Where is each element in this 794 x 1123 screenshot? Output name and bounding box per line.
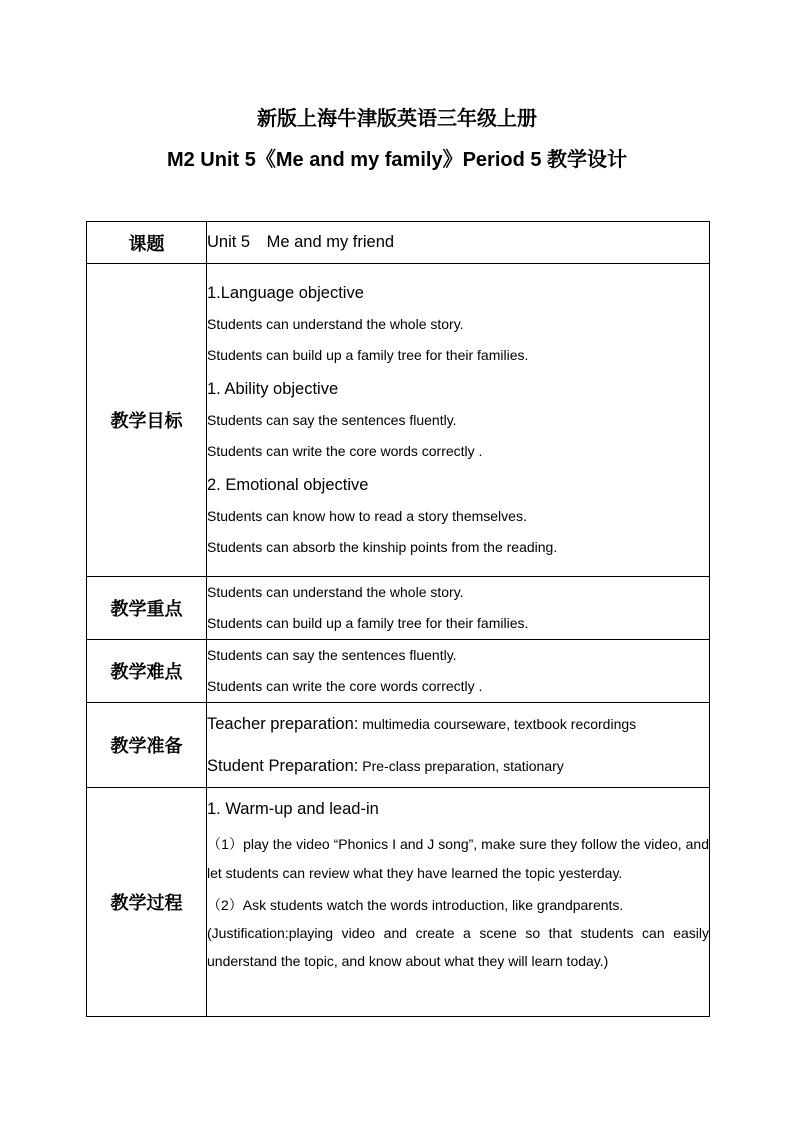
process-cell — [207, 788, 710, 1017]
language-objective-item: Students can understand the whole story. — [207, 315, 464, 332]
key-points-cell — [207, 577, 710, 640]
difficulty-item: Students can write the core words correctly . — [207, 678, 483, 694]
language-objective-item: Students can build up a family tree for their families. — [207, 346, 529, 363]
student-preparation — [207, 745, 709, 787]
table-row-difficulties — [87, 640, 710, 703]
document-title: 新版上海牛津版英语三年级上册 — [257, 108, 537, 130]
process-step-1: （1）play the video “Phonics I and J song”, make sure they follow the video, and let students can review what they have learned the topic yesterday. — [207, 836, 709, 881]
ability-objective-item: Students can say the sentences fluently. — [207, 411, 457, 428]
difficulties-label: 教学难点 — [87, 640, 207, 703]
table-row-process — [87, 788, 710, 1017]
difficulty-item: Students can say the sentences fluently. — [207, 647, 457, 663]
teacher-preparation — [207, 703, 709, 745]
key-point-item: Students can understand the whole story. — [207, 584, 464, 600]
process-step-2-text: （2）Ask students watch the words introduction, like grandparents. — [207, 897, 624, 913]
topic-value: Unit 5 Me and my friend — [207, 233, 395, 251]
document-subtitle: M2 Unit 5《Me and my family》Period 5 教学设计 — [166, 149, 628, 171]
teacher-preparation-label: Teacher preparation: — [207, 715, 359, 733]
student-preparation-label: Student Preparation: — [207, 757, 359, 775]
key-points-label: 教学重点 — [87, 577, 207, 640]
difficulties-cell — [207, 640, 710, 703]
topic-label: 课题 — [87, 222, 207, 264]
emotional-objective-item: Students can absorb the kinship points from the reading. — [207, 538, 558, 555]
key-point-item: Students can build up a family tree for their families. — [207, 615, 529, 631]
table-row-key-points — [87, 577, 710, 640]
process-label: 教学过程 — [87, 788, 207, 1017]
process-step-2 — [207, 891, 709, 975]
process-step-heading: 1. Warm-up and lead-in — [207, 800, 379, 818]
table-row-preparation — [87, 703, 710, 788]
objectives-cell — [207, 264, 710, 577]
preparation-cell — [207, 703, 710, 788]
objectives-label: 教学目标 — [87, 264, 207, 577]
emotional-objective-heading: 2. Emotional objective — [207, 475, 369, 494]
topic-cell — [207, 222, 710, 264]
language-objective-heading: 1.Language objective — [207, 283, 364, 302]
teacher-preparation-value: multimedia courseware, textbook recordings — [358, 716, 637, 732]
student-preparation-value: Pre-class preparation, stationary — [358, 758, 564, 774]
ability-objective-item: Students can write the core words correctly . — [207, 442, 483, 459]
emotional-objective-item: Students can know how to read a story themselves. — [207, 507, 527, 524]
lesson-plan-table — [86, 221, 710, 1017]
table-row-objectives — [87, 264, 710, 577]
process-justification: (Justification:playing video and create a scene so that students can easily understand the topic, and know about what they will learn today.) — [207, 925, 709, 969]
preparation-label: 教学准备 — [87, 703, 207, 788]
table-row-topic — [87, 222, 710, 264]
ability-objective-heading: 1. Ability objective — [207, 379, 339, 398]
